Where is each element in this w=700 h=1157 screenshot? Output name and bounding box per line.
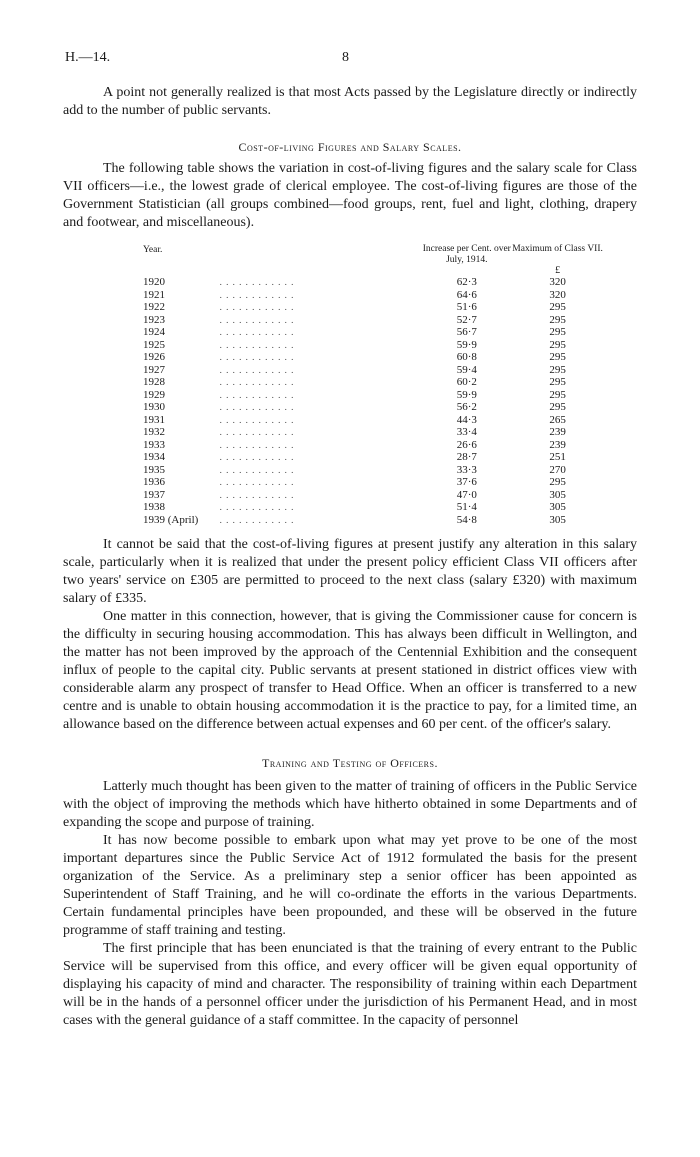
year-cell: 1925 [143, 338, 165, 351]
table-body [143, 276, 603, 526]
increase-cell: 60·2 [456, 376, 477, 388]
leader-dots: . . . . . . . . . . . . [219, 314, 295, 325]
after-table-paragraph-1: It cannot be said that the cost-of-living figures at present justify any alteration in this salary scale, particularly when it is realized that under the present policy efficient Class VII officers after two years' service on £305 are permitted to proceed to the next class (salary £320) with maximum salary of £335. [63, 537, 637, 606]
increase-cell: 44·3 [456, 413, 477, 426]
leader-dots: . . . . . . . . . . . . [219, 277, 295, 287]
year-cell: 1930 [143, 401, 165, 413]
increase-cell: 60·8 [456, 351, 477, 363]
maximum-cell: 305 [549, 488, 566, 501]
table-row [143, 376, 603, 389]
leader-dots: . . . . . . . . . . . . [219, 514, 295, 525]
maximum-cell: 265 [549, 413, 566, 426]
year-cell: 1922 [143, 301, 165, 313]
training-paragraph-3: The first principle that has been enunciated is that the training of every entrant to the Public Service will be supervised from this office, and every officer will be given equal opportunity of displaying his capacity of mind and character. The responsibility of training within each Department will be in the hands of a personnel officer under the jurisdiction of his Permanent Head, and in most cases with the general guidance of a staff committee. In the capacity of personnel [63, 941, 637, 1028]
maximum-cell: 239 [549, 426, 566, 438]
table-row [143, 276, 603, 289]
leader-dots: . . . . . . . . . . . . [219, 389, 295, 400]
column-header-year: Year. [143, 245, 163, 255]
increase-cell: 64·6 [456, 288, 477, 301]
table-row [143, 464, 603, 477]
year-cell: 1936 [143, 476, 165, 488]
year-cell: 1924 [143, 326, 165, 338]
intro-paragraph: A point not generally realized is that most Acts passed by the Legislature directly or indirectly add to the number of public servants. [63, 85, 637, 118]
year-cell: 1931 [143, 413, 165, 426]
increase-cell: 26·6 [456, 438, 477, 451]
table-row [143, 439, 603, 452]
increase-cell: 52·7 [456, 313, 477, 326]
leader-dots: . . . . . . . . . . . . [219, 427, 295, 437]
leader-dots: . . . . . . . . . . . . [219, 289, 295, 300]
leader-dots: . . . . . . . . . . . . [219, 352, 295, 362]
table-row [143, 301, 603, 314]
increase-cell: 59·4 [456, 363, 477, 376]
year-cell: 1933 [143, 438, 165, 451]
maximum-cell: 295 [549, 363, 566, 376]
maximum-cell: 320 [549, 288, 566, 301]
table-row [143, 401, 603, 414]
table-row [143, 514, 603, 527]
table-row [143, 389, 603, 402]
table-row [143, 339, 603, 352]
unit-row [143, 266, 603, 276]
increase-cell: 37·6 [456, 476, 477, 488]
year-cell: 1920 [143, 276, 165, 288]
year-cell: 1929 [143, 388, 165, 401]
increase-cell: 59·9 [456, 388, 477, 401]
leader-dots: . . . . . . . . . . . . [219, 364, 295, 375]
increase-cell: 54·8 [456, 513, 477, 526]
year-cell: 1937 [143, 488, 165, 501]
table-row [143, 501, 603, 514]
increase-cell: 59·9 [456, 338, 477, 351]
page-body [63, 84, 637, 1030]
increase-cell: 47·0 [456, 488, 477, 501]
leader-dots: . . . . . . . . . . . . [219, 377, 295, 387]
increase-cell: 51·4 [456, 501, 477, 513]
table-row [143, 314, 603, 327]
table-row [143, 326, 603, 339]
year-cell: 1938 [143, 501, 165, 513]
maximum-cell: 295 [549, 301, 566, 313]
year-cell: 1928 [143, 376, 165, 388]
leader-dots: . . . . . . . . . . . . [219, 302, 295, 312]
training-paragraph-2: It has now become possible to embark upon what may yet prove to be one of the most important departures since the Public Service Act of 1912 formulated the basis for the present organization of the Service. As a preliminary step a senior officer has been appointed as Superintendent of Staff Training, and he will co-ordinate the efforts in the various Departments. Certain fundamental principles have been propounded, and these will be observed in the future programme of staff training and testing. [63, 833, 637, 938]
maximum-cell: 295 [549, 476, 566, 488]
leader-dots: . . . . . . . . . . . . [219, 489, 295, 500]
table-row [143, 364, 603, 377]
leader-dots: . . . . . . . . . . . . [219, 414, 295, 425]
year-cell: 1935 [143, 463, 165, 476]
year-cell: 1934 [143, 451, 165, 463]
page-number: 8 [342, 50, 349, 65]
table-row [143, 451, 603, 464]
maximum-cell: 251 [549, 451, 566, 463]
after-table-paragraph-2: One matter in this connection, however, that is giving the Commissioner cause for concern is the difficulty in securing housing accommodation. This has always been difficult in Wellington, and the matter has not been improved by the approach of the Centennial Exhibition and the consequent influx of people to the capital city. Public servants at present stationed in district offices view with considerable alarm any prospect of transfer to Head Office. When an officer is transferred to a new centre and is unable to obtain housing accommodation it is the practice to pay, for a limited time, an allowance based on the difference between actual expenses and 60 per cent. of the officer's salary. [63, 609, 637, 732]
maximum-cell: 295 [549, 351, 566, 363]
maximum-cell: 295 [549, 313, 566, 326]
maximum-cell: 305 [549, 501, 566, 513]
maximum-cell: 270 [549, 463, 566, 476]
increase-cell: 56·7 [456, 326, 477, 338]
leader-dots: . . . . . . . . . . . . [219, 464, 295, 475]
increase-cell: 33·3 [456, 463, 477, 476]
maximum-cell: 295 [549, 388, 566, 401]
table-row [143, 414, 603, 427]
leader-dots: . . . . . . . . . . . . [219, 452, 295, 462]
column-header-maximum: Maximum of Class VII. [512, 244, 603, 254]
currency-unit: £ [555, 265, 561, 276]
leader-dots: . . . . . . . . . . . . [219, 439, 295, 450]
column-header-increase: Increase per Cent. over July, 1914. [422, 244, 511, 265]
table-row [143, 289, 603, 302]
leader-dots: . . . . . . . . . . . . [219, 339, 295, 350]
table-row [143, 426, 603, 439]
increase-cell: 51·6 [456, 301, 477, 313]
maximum-cell: 295 [549, 326, 566, 338]
maximum-cell: 305 [549, 513, 566, 526]
year-cell: 1923 [143, 313, 165, 326]
section-heading-training: Training and Testing of Officers. [262, 756, 438, 770]
year-cell: 1939 (April) [143, 513, 199, 526]
increase-cell: 28·7 [456, 451, 477, 463]
table-row [143, 476, 603, 489]
maximum-cell: 239 [549, 438, 566, 451]
increase-cell: 33·4 [456, 426, 477, 438]
table-header-row [143, 244, 603, 266]
cost-of-living-table [143, 244, 603, 526]
leader-dots: . . . . . . . . . . . . [219, 477, 295, 487]
training-paragraph-1: Latterly much thought has been given to the matter of training of officers in the Public Service with the object of improving the methods which have hitherto obtained in some Departments and of expanding the scope and purpose of training. [63, 779, 637, 830]
document-reference: H.—14. [65, 50, 111, 65]
leader-dots: . . . . . . . . . . . . [219, 327, 295, 337]
section-heading-cost-of-living: Cost-of-living Figures and Salary Scales. [238, 140, 462, 154]
table-row [143, 489, 603, 502]
maximum-cell: 295 [549, 338, 566, 351]
increase-cell: 56·2 [456, 401, 477, 413]
year-cell: 1932 [143, 426, 165, 438]
maximum-cell: 295 [549, 401, 566, 413]
year-cell: 1926 [143, 351, 165, 363]
year-cell: 1921 [143, 288, 165, 301]
leader-dots: . . . . . . . . . . . . [219, 402, 295, 412]
section1-paragraph: The following table shows the variation in cost-of-living figures and the salary scale for Class VII officers—i.e., the lowest grade of clerical employee. The cost-of-living figures are those of the Government Statistician (all groups combined—food groups, rent, fuel and light, clothing, drapery and footwear, and miscellaneous). [63, 161, 637, 230]
year-cell: 1927 [143, 363, 165, 376]
leader-dots: . . . . . . . . . . . . [219, 502, 295, 512]
table-row [143, 351, 603, 364]
maximum-cell: 295 [549, 376, 566, 388]
increase-cell: 62·3 [456, 276, 477, 288]
maximum-cell: 320 [549, 276, 566, 288]
